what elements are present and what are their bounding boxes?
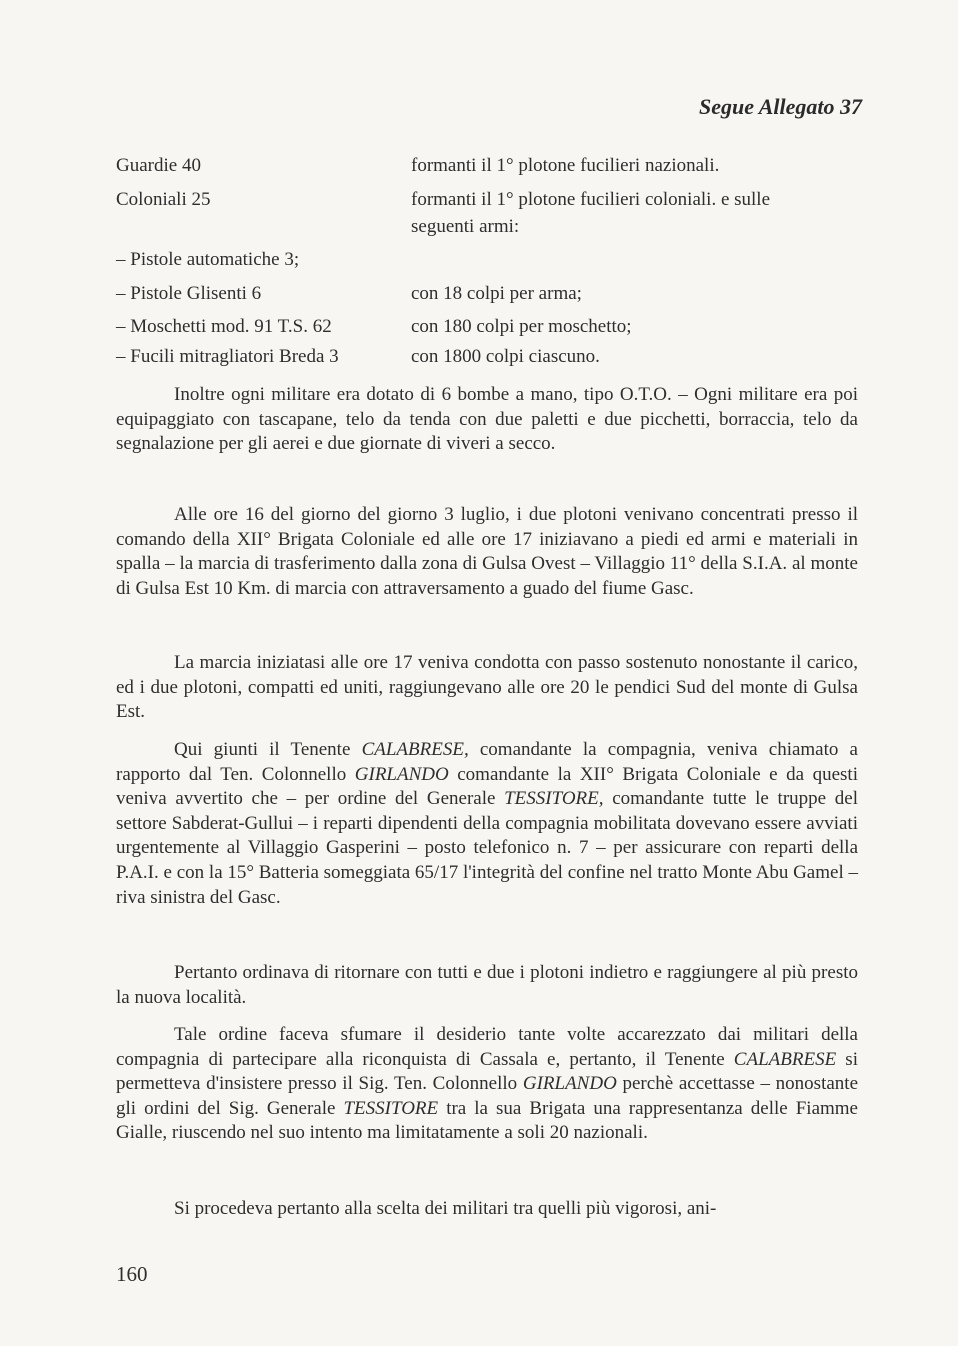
- page-number: 160: [116, 1262, 148, 1286]
- paragraph-2-text: Alle ore 16 del giorno del giorno 3 luglio, i due plotoni venivano concentrati presso il comando della XII° Brigata Coloniale ed alle ore 17 iniziavano a piedi ed armi e materiali in spalla – la marcia di trasferimento dalla zona di Gulsa Ovest – Villaggio 11° della S.I.A. al monte di Gulsa Est 10 Km. di marcia con attraversamento a guado del fiume Gasc.: [116, 504, 858, 599]
- weapon-ammo-3: con 180 colpi per moschetto;: [411, 316, 632, 337]
- forces-right-1: formanti il 1° plotone fucilieri nazionali.: [411, 155, 720, 176]
- name-girlando: GIRLANDO: [522, 1073, 617, 1095]
- name-tessitore: TESSITORE,: [504, 788, 604, 810]
- name-calabrese: CALABRESE,: [361, 739, 469, 760]
- name-girlando: GIRLANDO: [354, 763, 449, 785]
- weapon-ammo-2: con 18 colpi per arma;: [411, 283, 582, 304]
- paragraph-6: [116, 1023, 858, 1146]
- weapon-item-3: – Moschetti mod. 91 T.S. 62: [116, 316, 332, 337]
- paragraph-4-text: Qui giunti il Tenente CALABRESE, comandante la compagnia, veniva chiamato a rapporto dal Ten. Colonnello GIRLANDO comandante la XII° Brigata Coloniale e da questi veniva avvertito che – per ordine del Generale TESSITORE, comandante tutte le truppe del settore Sabderat-Gullui – i reparti dipendenti della compagnia mobilitata dovevano essere avviati urgentemente al Villaggio Gasperini – posto telefonico n. 7 – per assicurare con reparti della P.A.I. e con la 15° Batteria someggiata 65/17 l'integrità del confine nel tratto Monte Abu Gamel – riva sinistra del Gasc.: [116, 739, 858, 908]
- paragraph-1: [116, 383, 858, 457]
- paragraph-4: [116, 738, 858, 910]
- paragraph-3-text: La marcia iniziatasi alle ore 17 veniva condotta con passo sostenuto nonostante il carico, ed i due plotoni, compatti ed uniti, raggiungevano alle ore 20 le pendici Sud del monte di Gulsa Est.: [116, 652, 858, 723]
- paragraph-5: [116, 961, 858, 1010]
- name-tessitore: TESSITORE: [343, 1097, 439, 1119]
- paragraph-7: [116, 1197, 858, 1222]
- name-calabrese: CALABRESE: [733, 1048, 837, 1070]
- paragraph-2: [116, 503, 858, 601]
- paragraph-3: [116, 651, 858, 725]
- forces-left-2: Coloniali 25: [116, 189, 211, 210]
- forces-right-2: formanti il 1° plotone fucilieri coloniali. e sulle: [411, 189, 771, 210]
- running-header: Segue Allegato 37: [699, 94, 862, 119]
- paragraph-7-text: Si procedeva pertanto alla scelta dei militari tra quelli più vigorosi, ani-: [174, 1198, 717, 1219]
- forces-right-3: seguenti armi:: [411, 216, 520, 237]
- weapon-item-2: – Pistole Glisenti 6: [116, 283, 262, 304]
- forces-left-1: Guardie 40: [116, 155, 201, 176]
- paragraph-5-text: Pertanto ordinava di ritornare con tutti e due i plotoni indietro e raggiungere al più presto la nuova località.: [116, 962, 858, 1008]
- weapon-ammo-4: con 1800 colpi ciascuno.: [411, 346, 600, 367]
- paragraph-1-text: Inoltre ogni militare era dotato di 6 bombe a mano, tipo O.T.O. – Ogni militare era poi equipaggiato con tascapane, telo da tenda con due paletti e due picchetti, borraccia, telo da segnalazione per gli aerei e due giornate di viveri a secco.: [116, 384, 858, 455]
- weapon-item-1: – Pistole automatiche 3;: [116, 249, 300, 270]
- paragraph-6-text: Tale ordine faceva sfumare il desiderio tante volte accarezzato dai militari della compagnia di partecipare alla riconquista di Cassala e, pertanto, il Tenente CALABRESE si permetteva d'insistere presso il Sig. Ten. Colonnello GIRLANDO perchè accettasse – nonostante gli ordini del Sig. Generale TESSITORE tra la sua Brigata una rappresentanza delle Fiamme Gialle, riuscendo nel suo intento ma limitatamente a soli 20 nazionali.: [116, 1024, 859, 1144]
- weapon-item-4: – Fucili mitragliatori Breda 3: [116, 346, 339, 367]
